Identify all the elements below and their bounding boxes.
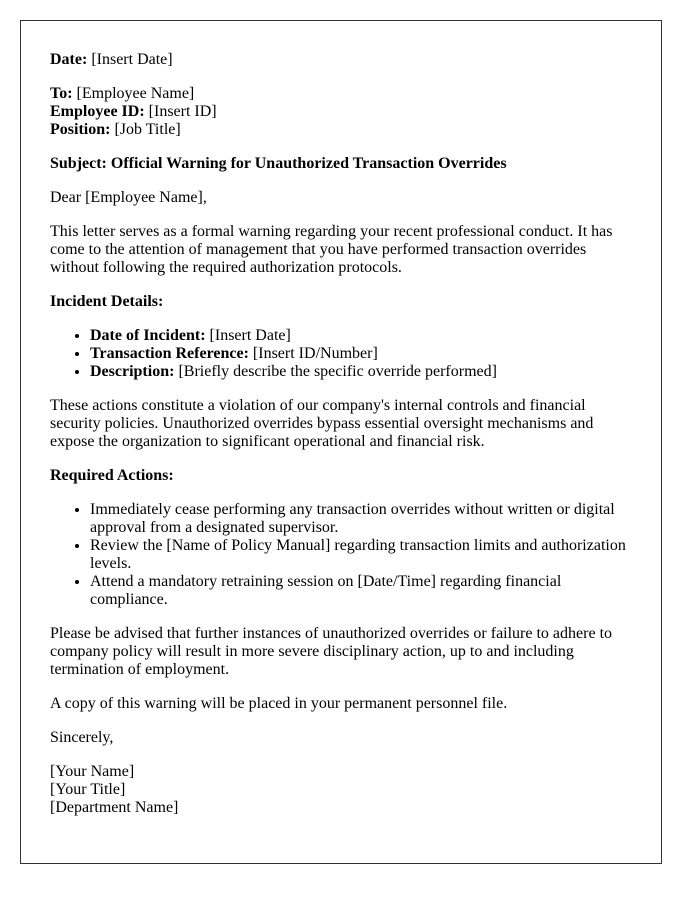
incident-item-label: Date of Incident: — [90, 327, 206, 344]
incident-item-value: [Briefly describe the specific override performed] — [174, 363, 497, 380]
recipient-block — [50, 85, 632, 139]
advisory-paragraph: Please be advised that further instances of unauthorized overrides or failure to adhere to company policy will result in more severe disciplinary action, up to and including termination of employment. — [50, 625, 613, 678]
position-value: [Job Title] — [110, 121, 181, 138]
incident-item-description — [90, 363, 632, 381]
violation-paragraph: These actions constitute a violation of our company's internal controls and financial security policies. Unauthorized overrides bypass essential oversight mechanisms and expose the organization to significant operational and financial risk. — [50, 397, 594, 450]
incident-item-reference — [90, 345, 632, 363]
incident-item-label: Description: — [90, 363, 175, 380]
date-label: Date: — [50, 51, 88, 68]
to-label: To: — [50, 85, 73, 102]
date-line — [50, 51, 632, 69]
signature-name: [Your Name] — [50, 763, 135, 780]
warning-letter — [20, 20, 662, 864]
action-item: • Attend a mandatory retraining session on [Date/Time] regarding financial compliance. — [90, 573, 632, 609]
incident-details-heading: Incident Details: — [50, 293, 164, 310]
letter-viewport — [20, 20, 662, 816]
record-note: A copy of this warning will be placed in your permanent personnel file. — [50, 695, 508, 712]
incident-item-label: Transaction Reference: — [90, 345, 249, 362]
required-actions-heading: Required Actions: — [50, 467, 174, 484]
employee-id-value: [Insert ID] — [144, 103, 217, 120]
action-item: • Immediately cease performing any transaction overrides without written or digital approval from a designated supervisor. — [90, 501, 632, 537]
signature-block — [50, 763, 632, 817]
to-value: [Employee Name] — [72, 85, 195, 102]
position-label: Position: — [50, 121, 111, 138]
incident-item-value: [Insert Date] — [205, 327, 291, 344]
employee-id-label: Employee ID: — [50, 103, 145, 120]
closing: Sincerely, — [50, 729, 114, 746]
action-item: • Review the [Name of Policy Manual] regarding transaction limits and authorization levels. — [90, 537, 632, 573]
incident-item-value: [Insert ID/Number] — [248, 345, 378, 362]
intro-paragraph: This letter serves as a formal warning regarding your recent professional conduct. It has come to the attention of management that you have performed transaction overrides without following the required authorization protocols. — [50, 223, 613, 276]
incident-item-date — [90, 327, 632, 345]
date-value: [Insert Date] — [87, 51, 173, 68]
required-actions-list — [50, 501, 632, 609]
salutation: Dear [Employee Name], — [50, 189, 207, 206]
subject-line: Subject: Official Warning for Unauthorized Transaction Overrides — [50, 155, 507, 172]
incident-details-list — [50, 327, 632, 381]
signature-department: [Department Name] — [50, 799, 179, 816]
signature-title: [Your Title] — [50, 781, 126, 798]
